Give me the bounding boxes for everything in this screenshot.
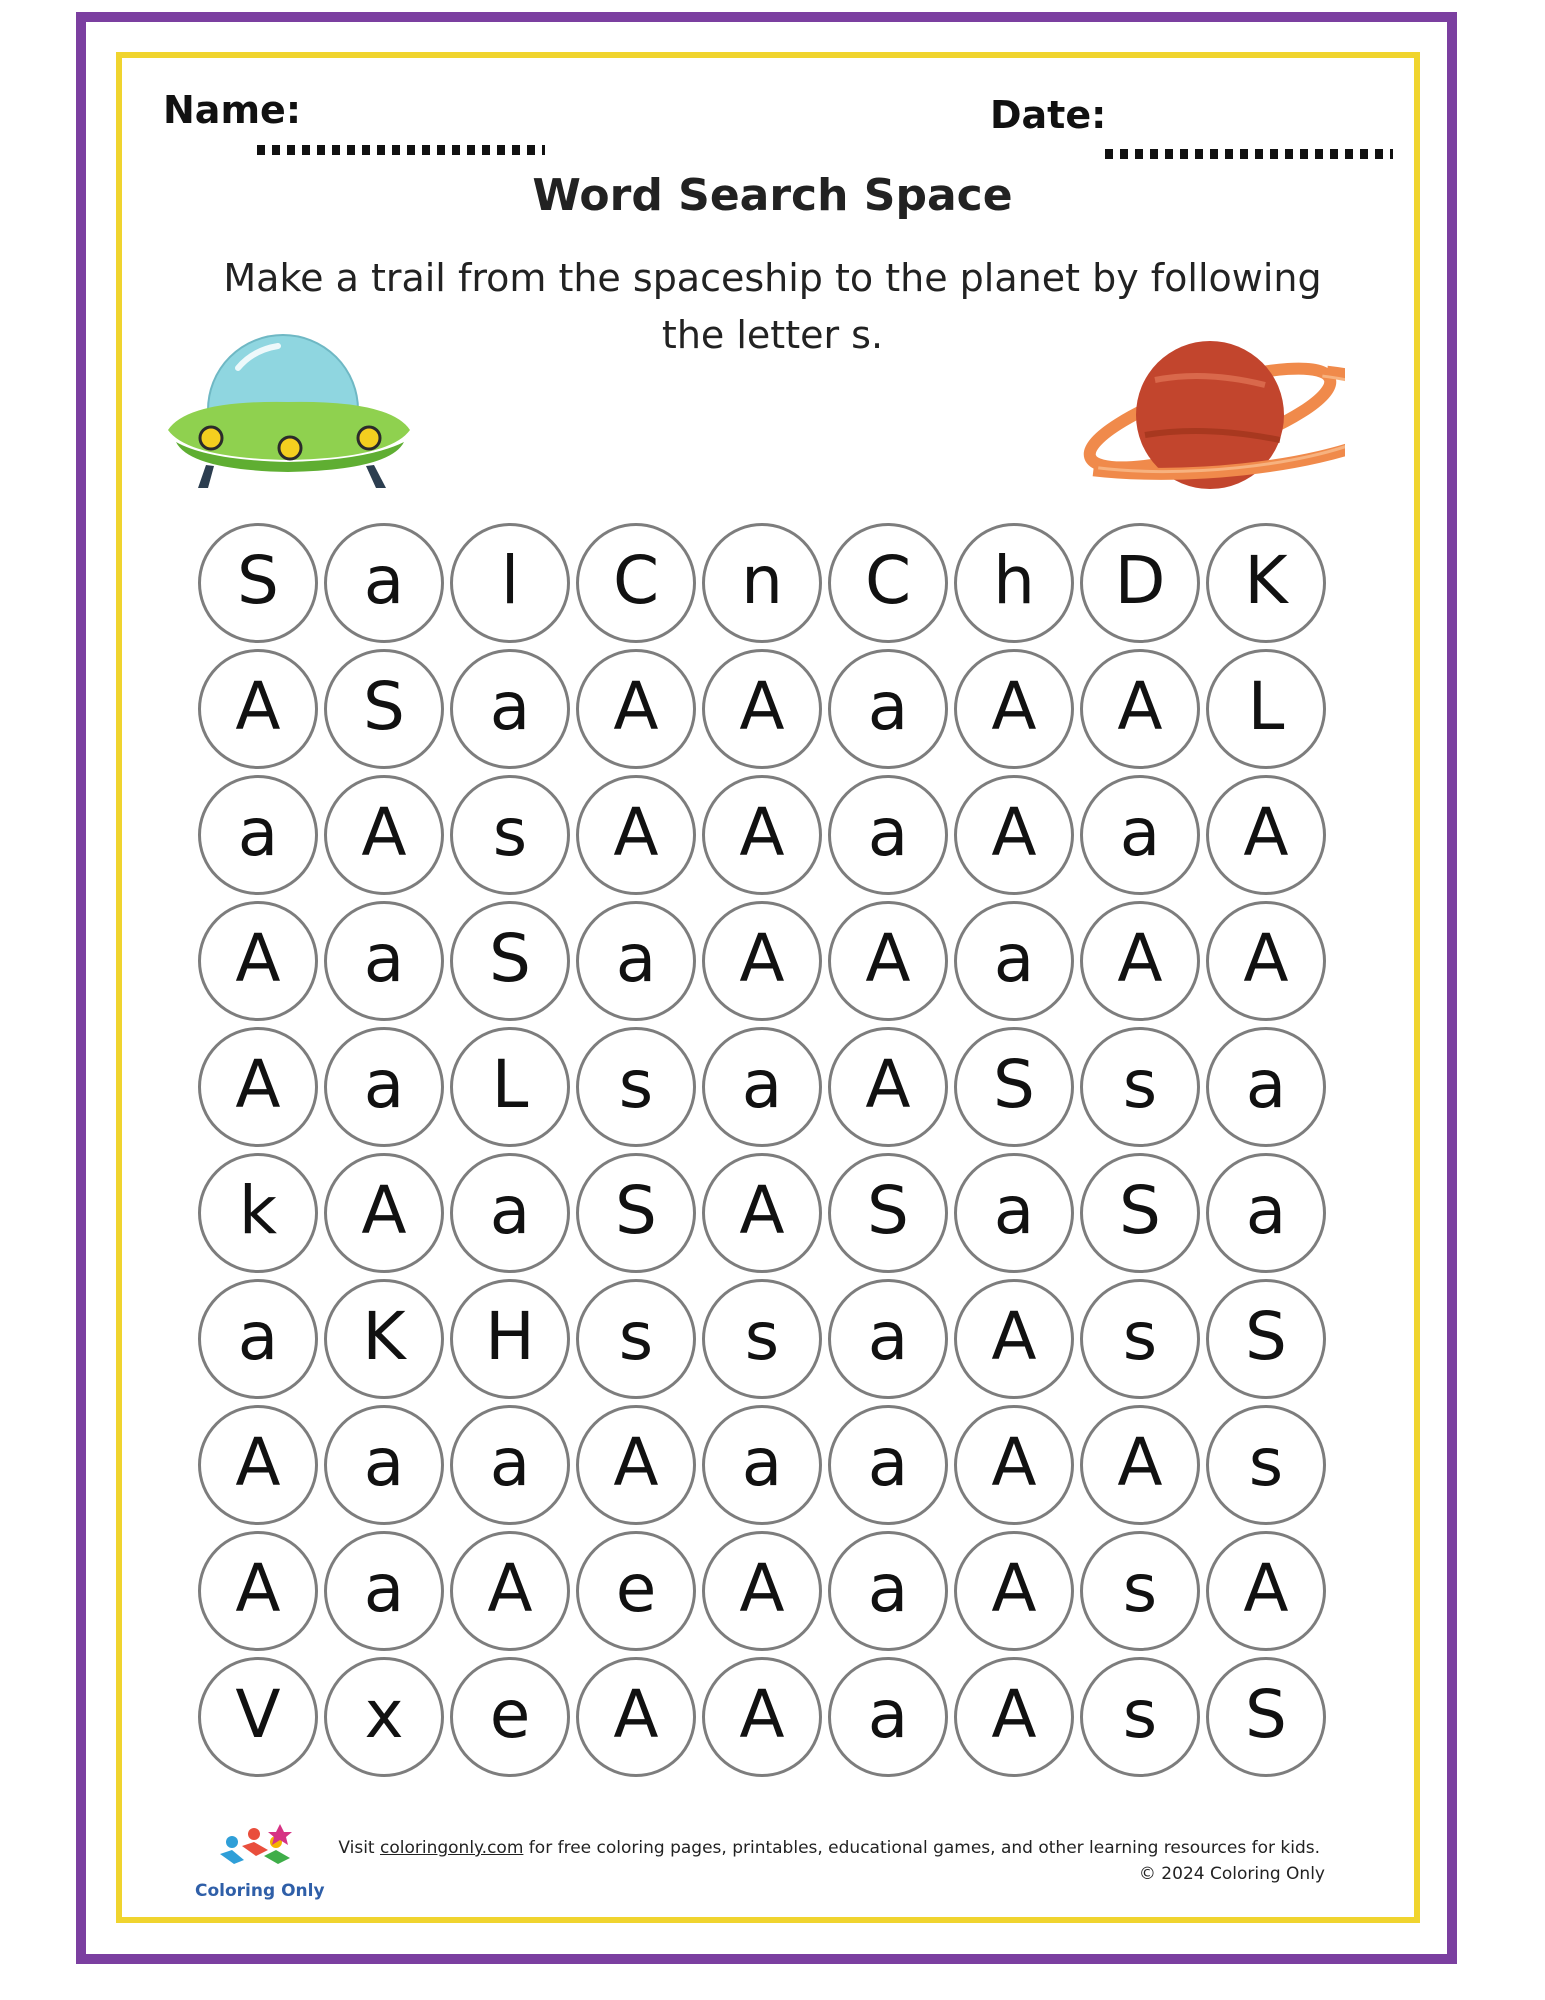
letter-circle[interactable]: A xyxy=(702,775,822,895)
letter-circle[interactable]: A xyxy=(198,1405,318,1525)
letter-circle[interactable]: s xyxy=(1206,1405,1326,1525)
coloring-only-logo-icon xyxy=(210,1820,300,1878)
letter-circle[interactable]: s xyxy=(1080,1657,1200,1777)
letter-circle[interactable]: e xyxy=(576,1531,696,1651)
letter-circle[interactable]: a xyxy=(828,1531,948,1651)
letter-circle[interactable]: S xyxy=(1080,1153,1200,1273)
letter-circle[interactable]: a xyxy=(828,775,948,895)
letter-circle[interactable]: A xyxy=(954,1531,1074,1651)
letter-circle[interactable]: e xyxy=(450,1657,570,1777)
letter-circle[interactable]: l xyxy=(450,523,570,643)
logo xyxy=(195,1820,325,1901)
letter-circle[interactable]: A xyxy=(576,775,696,895)
letter-circle[interactable]: a xyxy=(324,901,444,1021)
letter-circle[interactable]: S xyxy=(1206,1279,1326,1399)
letter-circle[interactable]: A xyxy=(954,775,1074,895)
ringed-planet-icon xyxy=(1075,340,1345,490)
letter-circle[interactable]: A xyxy=(1080,649,1200,769)
letter-circle[interactable]: K xyxy=(1206,523,1326,643)
letter-circle[interactable]: L xyxy=(450,1027,570,1147)
letter-circle[interactable]: C xyxy=(576,523,696,643)
letter-circle[interactable]: S xyxy=(576,1153,696,1273)
letter-circle[interactable]: a xyxy=(450,1153,570,1273)
letter-circle[interactable]: s xyxy=(1080,1531,1200,1651)
letter-circle[interactable]: A xyxy=(1206,1531,1326,1651)
letter-circle[interactable]: A xyxy=(198,1531,318,1651)
letter-circle[interactable]: a xyxy=(828,1279,948,1399)
page-title: Word Search Space xyxy=(532,170,1013,221)
letter-circle[interactable]: S xyxy=(198,523,318,643)
letter-circle[interactable]: a xyxy=(324,1531,444,1651)
letter-circle[interactable]: L xyxy=(1206,649,1326,769)
letter-circle[interactable]: s xyxy=(450,775,570,895)
letter-circle[interactable]: D xyxy=(1080,523,1200,643)
letter-circle[interactable]: a xyxy=(828,1405,948,1525)
letter-circle[interactable]: A xyxy=(954,649,1074,769)
letter-circle[interactable]: V xyxy=(198,1657,318,1777)
letter-circle[interactable]: x xyxy=(324,1657,444,1777)
letter-circle[interactable]: a xyxy=(450,1405,570,1525)
letter-circle[interactable]: A xyxy=(702,1657,822,1777)
letter-circle[interactable]: a xyxy=(954,901,1074,1021)
name-label: Name: xyxy=(163,88,302,132)
letter-circle[interactable]: A xyxy=(828,1027,948,1147)
letter-circle[interactable]: a xyxy=(198,1279,318,1399)
letter-circle[interactable]: K xyxy=(324,1279,444,1399)
letter-circle[interactable]: S xyxy=(324,649,444,769)
letter-circle[interactable]: a xyxy=(576,901,696,1021)
letter-circle[interactable]: A xyxy=(576,649,696,769)
letter-circle[interactable]: A xyxy=(576,1405,696,1525)
letter-circle[interactable]: a xyxy=(324,1405,444,1525)
letter-circle[interactable]: A xyxy=(702,1531,822,1651)
date-label: Date: xyxy=(990,93,1107,137)
letter-circle[interactable]: A xyxy=(1206,901,1326,1021)
letter-circle[interactable]: A xyxy=(324,775,444,895)
letter-circle[interactable]: s xyxy=(1080,1027,1200,1147)
date-line[interactable] xyxy=(1105,149,1393,159)
letter-circle[interactable]: s xyxy=(702,1279,822,1399)
letter-circle[interactable]: A xyxy=(1080,1405,1200,1525)
footer-visit-suffix: for free coloring pages, printables, educational games, and other learning resources for kids. xyxy=(523,1838,1320,1858)
website-link[interactable]: coloringonly.com xyxy=(380,1838,524,1858)
letter-circle[interactable]: h xyxy=(954,523,1074,643)
copyright-text: © 2024 Coloring Only xyxy=(1138,1864,1325,1884)
letter-circle[interactable]: a xyxy=(324,1027,444,1147)
letter-circle[interactable]: a xyxy=(450,649,570,769)
letter-circle[interactable]: a xyxy=(702,1027,822,1147)
letter-circle[interactable]: H xyxy=(450,1279,570,1399)
letter-circle[interactable]: A xyxy=(702,901,822,1021)
letter-circle[interactable]: a xyxy=(324,523,444,643)
letter-circle[interactable]: C xyxy=(828,523,948,643)
letter-circle[interactable]: a xyxy=(1206,1153,1326,1273)
letter-circle[interactable]: k xyxy=(198,1153,318,1273)
letter-circle[interactable]: A xyxy=(702,1153,822,1273)
letter-circle[interactable]: a xyxy=(198,775,318,895)
instructions: Make a trail from the spaceship to the planet by following the letter s. xyxy=(223,256,1322,357)
letter-circle[interactable]: a xyxy=(1206,1027,1326,1147)
letter-circle[interactable]: A xyxy=(198,1027,318,1147)
letter-circle[interactable]: a xyxy=(954,1153,1074,1273)
letter-circle[interactable]: A xyxy=(450,1531,570,1651)
letter-grid xyxy=(198,523,1326,1777)
letter-circle[interactable]: A xyxy=(324,1153,444,1273)
letter-circle[interactable]: A xyxy=(702,649,822,769)
footer-text xyxy=(330,1838,1320,1858)
letter-circle[interactable]: a xyxy=(828,1657,948,1777)
logo-text: Coloring Only xyxy=(195,1881,325,1901)
letter-circle[interactable]: A xyxy=(954,1657,1074,1777)
name-line[interactable] xyxy=(257,145,545,155)
letter-circle[interactable]: S xyxy=(954,1027,1074,1147)
footer-visit-prefix: Visit xyxy=(338,1838,380,1858)
letter-circle[interactable]: A xyxy=(954,1279,1074,1399)
letter-circle[interactable]: S xyxy=(1206,1657,1326,1777)
letter-circle[interactable]: A xyxy=(954,1405,1074,1525)
letter-circle[interactable]: A xyxy=(828,901,948,1021)
letter-circle[interactable]: A xyxy=(1206,775,1326,895)
letter-circle[interactable]: s xyxy=(1080,1279,1200,1399)
ufo-icon xyxy=(168,330,414,490)
letter-circle[interactable]: S xyxy=(450,901,570,1021)
letter-circle[interactable]: A xyxy=(198,901,318,1021)
letter-circle[interactable]: a xyxy=(1080,775,1200,895)
letter-circle[interactable]: s xyxy=(576,1279,696,1399)
letter-circle[interactable]: A xyxy=(1080,901,1200,1021)
letter-circle[interactable]: a xyxy=(702,1405,822,1525)
letter-circle[interactable]: A xyxy=(576,1657,696,1777)
letter-circle[interactable]: S xyxy=(828,1153,948,1273)
letter-circle[interactable]: A xyxy=(198,649,318,769)
letter-circle[interactable]: n xyxy=(702,523,822,643)
letter-circle[interactable]: s xyxy=(576,1027,696,1147)
letter-circle[interactable]: a xyxy=(828,649,948,769)
